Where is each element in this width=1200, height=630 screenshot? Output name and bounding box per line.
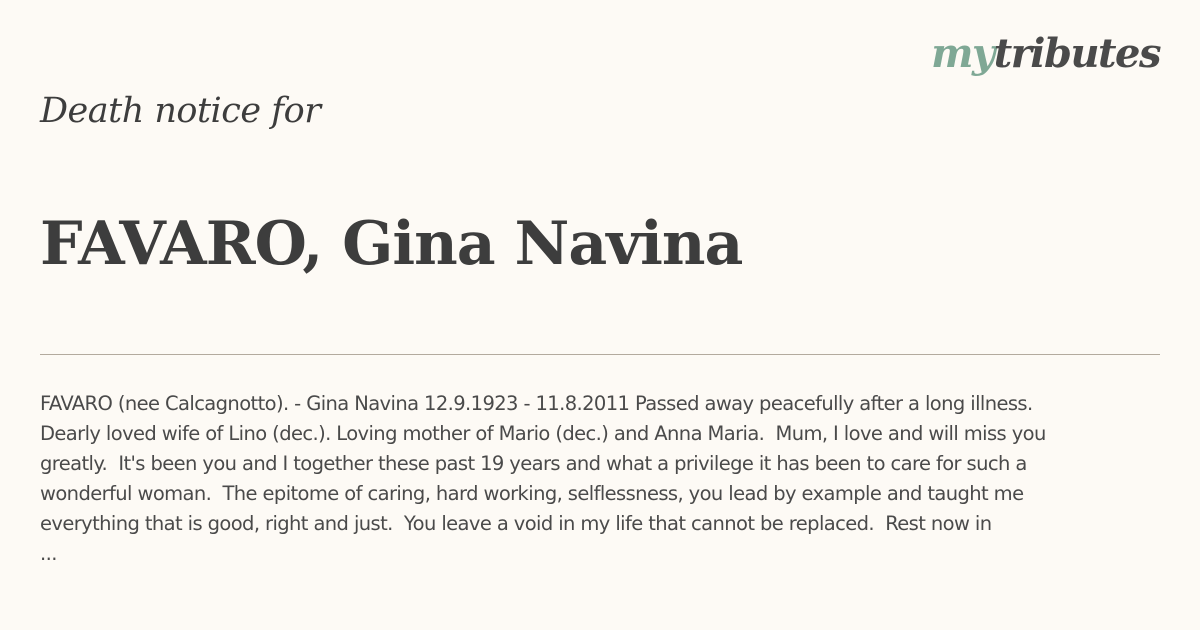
notice-line: Dearly loved wife of Lino (dec.). Loving mother of Mario (dec.) and Anna Maria. Mum, I love and will miss you [40,422,1046,445]
notice-line: everything that is good, right and just. You leave a void in my life that cannot be replaced. Rest now in [40,512,992,535]
notice-line: wonderful woman. The epitome of caring, hard working, selflessness, you lead by example and taught me [40,482,1024,505]
mytributes-logo[interactable] [931,30,1160,77]
deceased-name: FAVARO, Gina Navina [40,209,743,279]
logo-part-my: my [931,30,994,77]
notice-text [40,389,1160,569]
notice-line: FAVARO (nee Calcagnotto). - Gina Navina 12.9.1923 - 11.8.2011 Passed away peacefully after a long illness. [40,392,1033,415]
divider [40,354,1160,355]
notice-ellipsis: ... [40,542,57,565]
notice-type-heading: Death notice for [40,91,321,131]
notice-line: greatly. It's been you and I together these past 19 years and what a privilege it has been to care for such a [40,452,1027,475]
logo-part-tributes: tributes [993,30,1160,77]
